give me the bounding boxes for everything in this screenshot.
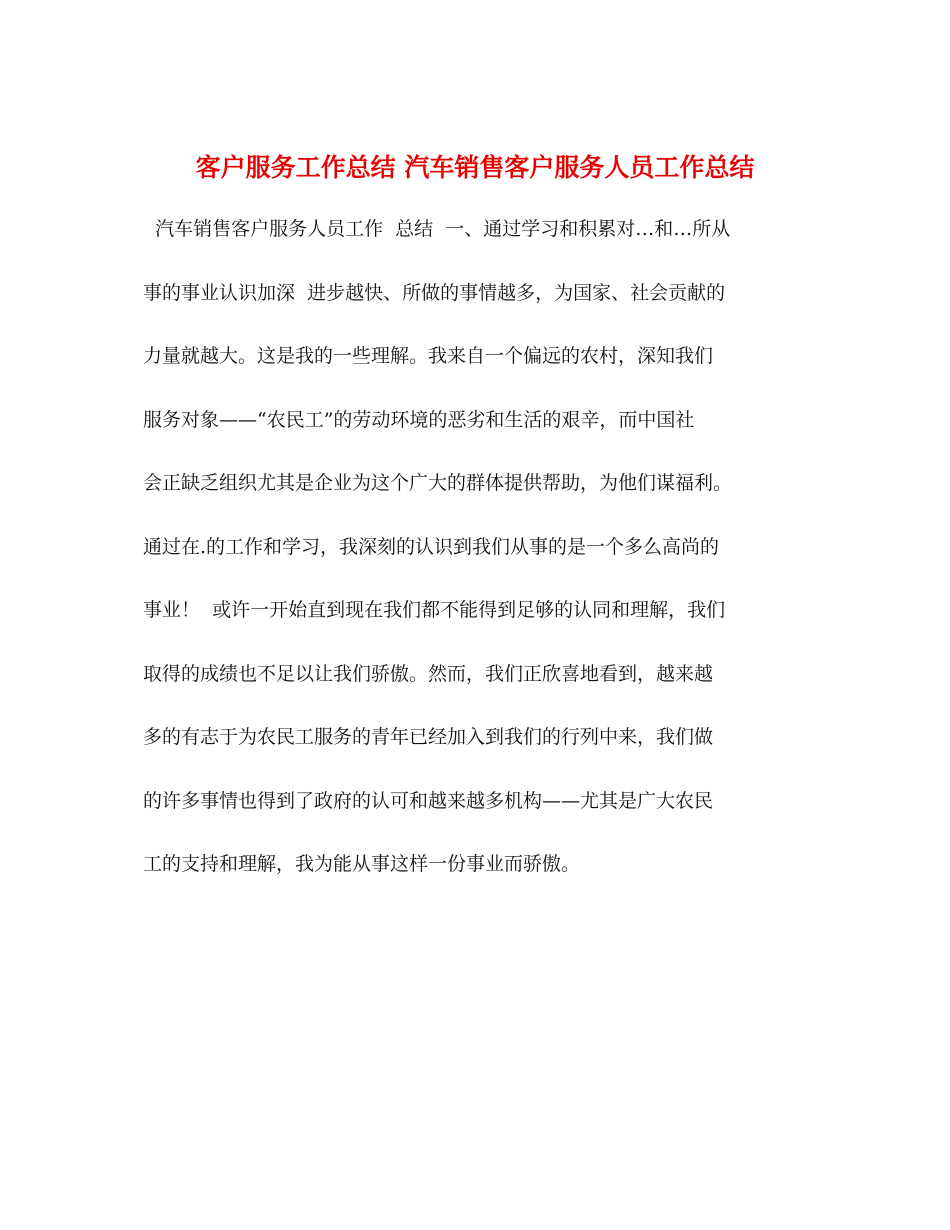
body-line: 多的有志于为农民工服务的青年已经加入到我们的行列中来，我们做 bbox=[143, 726, 714, 748]
body-line: 事的事业认识加深 进步越快、所做的事情越多，为国家、社会贡献的 bbox=[143, 281, 726, 304]
body-line: 服务对象——“农民工”的劳动环境的恶劣和生活的艰辛，而中国社 bbox=[143, 408, 695, 431]
body-line: 的许多事情也得到了政府的认可和越来越多机构——尤其是广大农民 bbox=[143, 789, 714, 812]
body-line: 通过在.的工作和学习，我深刻的认识到我们从事的是一个多么高尚的 bbox=[143, 535, 720, 558]
document-title: 客户服务工作总结 汽车销售客户服务人员工作总结 bbox=[195, 152, 755, 182]
body-line: 取得的成绩也不足以让我们骄傲。然而，我们正欣喜地看到，越来越 bbox=[143, 662, 714, 685]
body-line: 工的支持和理解，我为能从事这样一份事业而骄傲。 bbox=[143, 853, 581, 875]
body-line: 汽车销售客户服务人员工作 总结 一、通过学习和积累对…和…所从 bbox=[143, 218, 731, 240]
body-line: 会正缺乏组织尤其是企业为这个广大的群体提供帮助，为他们谋福利。 bbox=[143, 472, 733, 494]
body-line: 事业！ 或许一开始直到现在我们都不能得到足够的认同和理解，我们 bbox=[143, 599, 726, 621]
document-body bbox=[143, 215, 808, 914]
body-line: 力量就越大。这是我的一些理解。我来自一个偏远的农村，深知我们 bbox=[143, 345, 714, 367]
